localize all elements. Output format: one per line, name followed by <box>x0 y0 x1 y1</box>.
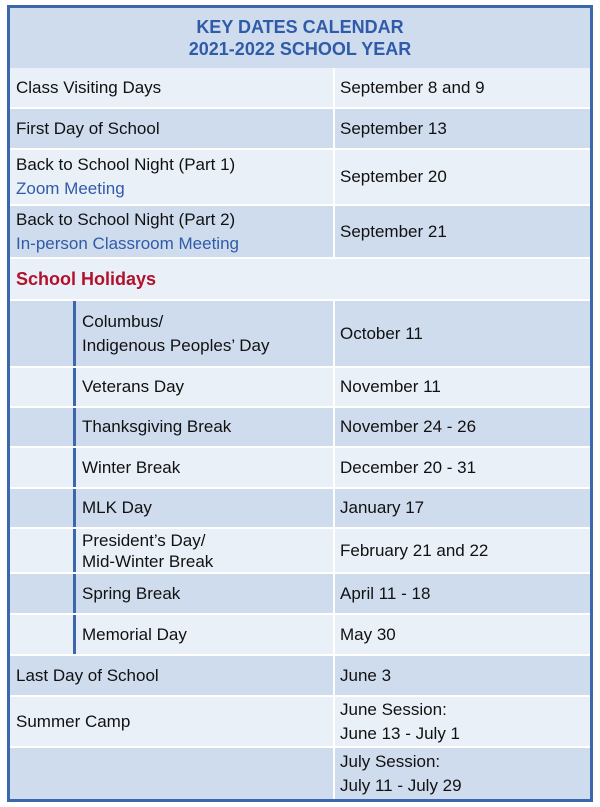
event-label: Back to School Night (Part 1) <box>16 155 236 174</box>
holiday-label-cell <box>73 301 335 366</box>
calendar-frame <box>7 5 593 802</box>
holiday-label: President’s Day/ <box>82 530 206 550</box>
table-row <box>10 448 590 489</box>
table-row <box>10 656 590 697</box>
holiday-date: January 17 <box>340 498 425 517</box>
table-row <box>10 615 590 656</box>
event-date-cell <box>337 697 590 746</box>
school-holidays-heading: School Holidays <box>16 268 157 289</box>
holiday-label: Winter Break <box>73 448 335 487</box>
title-line-2: 2021-2022 SCHOOL YEAR <box>188 39 412 59</box>
event-date: September 13 <box>340 118 447 138</box>
table-row <box>10 529 590 574</box>
holiday-date: May 30 <box>340 624 396 644</box>
holiday-date: February 21 and 22 <box>340 540 489 560</box>
holiday-label: Veterans Day <box>73 368 335 406</box>
holiday-label-cell <box>73 529 335 572</box>
event-date: September 21 <box>340 221 447 241</box>
event-date: September 8 and 9 <box>340 77 485 97</box>
holiday-label: MLK Day <box>73 489 335 527</box>
session-dates: June 13 - July 1 <box>340 723 461 743</box>
table-row <box>10 489 590 529</box>
holiday-date: November 11 <box>340 377 441 396</box>
table-row <box>10 697 590 748</box>
table-row <box>10 368 590 408</box>
table-row <box>10 206 590 259</box>
table-row <box>10 748 590 799</box>
holiday-label: Columbus/ <box>82 311 164 331</box>
holiday-date: October 11 <box>340 323 423 343</box>
event-label-empty <box>10 748 335 799</box>
event-label: Summer Camp <box>10 697 335 746</box>
session-dates: July 11 - July 29 <box>340 775 462 795</box>
holiday-label: Indigenous Peoples’ Day <box>82 335 270 355</box>
event-label-cell <box>10 150 335 204</box>
event-date: September 20 <box>340 167 447 186</box>
event-label: First Day of School <box>10 109 335 148</box>
calendar-title <box>10 8 590 70</box>
table-row <box>10 109 590 150</box>
event-label: Back to School Night (Part 2) <box>16 209 236 229</box>
holiday-label: Mid-Winter Break <box>82 551 214 571</box>
event-date: June 3 <box>340 665 392 685</box>
title-line-1: KEY DATES CALENDAR <box>196 17 404 37</box>
event-label: Class Visiting Days <box>10 68 335 107</box>
session-title: June Session: <box>340 699 447 719</box>
holiday-label: Memorial Day <box>73 615 335 654</box>
section-heading-row <box>10 259 590 301</box>
event-sublabel: In-person Classroom Meeting <box>16 233 239 253</box>
table-row <box>10 150 590 206</box>
table-row <box>10 68 590 109</box>
event-label: Last Day of School <box>10 656 335 695</box>
holiday-date: April 11 - 18 <box>340 583 431 603</box>
holiday-label: Spring Break <box>73 574 335 613</box>
table-row <box>10 408 590 448</box>
holiday-label: Thanksgiving Break <box>73 408 335 446</box>
event-sublabel: Zoom Meeting <box>16 179 125 198</box>
table-row <box>10 574 590 615</box>
event-label-cell <box>10 206 335 257</box>
holiday-date: December 20 - 31 <box>340 457 477 477</box>
event-date-cell <box>337 748 590 799</box>
table-row <box>10 301 590 368</box>
session-title: July Session: <box>340 751 441 771</box>
holiday-date: November 24 - 26 <box>340 417 477 436</box>
